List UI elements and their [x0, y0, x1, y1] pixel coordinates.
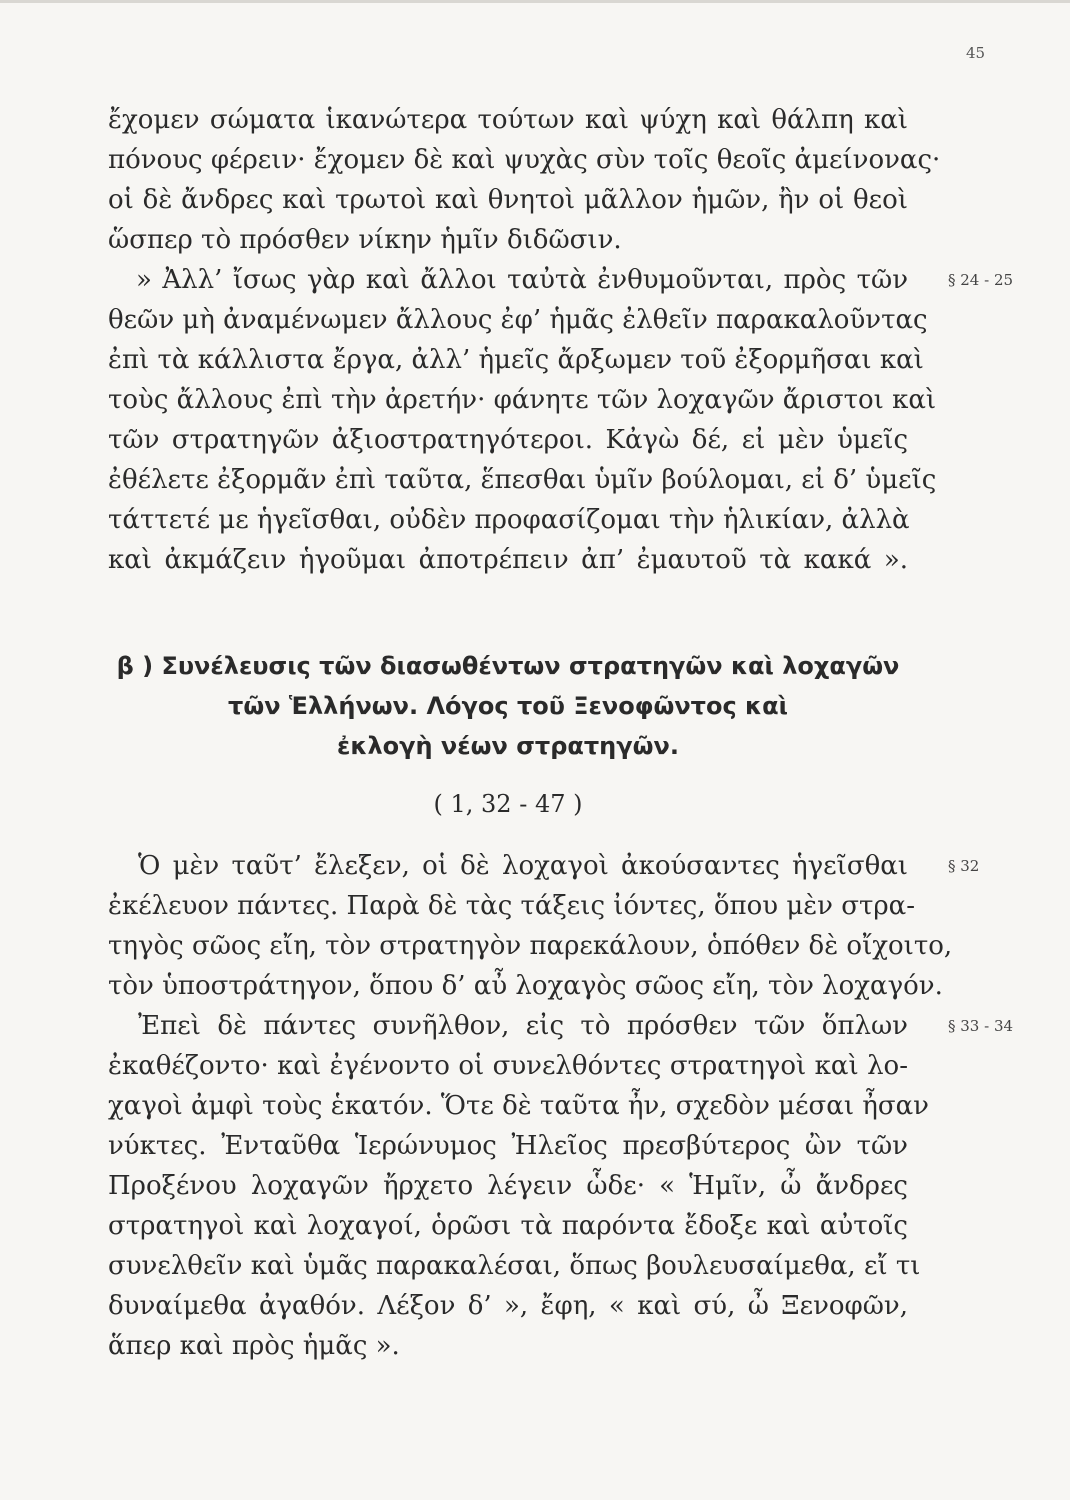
margin-reference: § 24 - 25 — [948, 271, 1014, 289]
margin-reference: § 33 - 34 — [948, 1017, 1014, 1035]
text-line: τηγὸς σῶος εἴη, τὸν στρατηγὸν παρεκάλουν, ὁπόθεν δὲ οἴχοιτο, — [108, 931, 953, 961]
text-line: οἱ δὲ ἄνδρες καὶ τρωτοὶ καὶ θνητοὶ μᾶλλον ἡμῶν, ἢν οἱ θεοὶ — [108, 185, 908, 215]
text-line: χαγοὶ ἀμφὶ τοὺς ἑκατόν. Ὅτε δὲ ταῦτα ἦν, σχεδὸν μέσαι ἦσαν — [108, 1091, 929, 1121]
text-line: ὥσπερ τὸ πρόσθεν νίκην ἡμῖν διδῶσιν. — [108, 225, 622, 255]
text-line: τὸν ὑποστράτηγον, ὅπου δ’ αὖ λοχαγὸς σῶος εἴη, τὸν λοχαγόν. — [108, 971, 943, 1001]
text-line: » Ἀλλ’ ἴσως γὰρ καὶ ἄλλοι ταὐτὰ ἐνθυμοῦνται, πρὸς τῶν — [136, 265, 908, 295]
top-edge-rule — [0, 0, 1070, 3]
section-citation: ( 1, 32 - 47 ) — [433, 790, 583, 818]
section-heading-line: τῶν Ἑλλήνων. Λόγος τοῦ Ξενοφῶντος καὶ — [228, 692, 788, 720]
text-line: καὶ ἀκμάζειν ἡγοῦμαι ἀποτρέπειν ἀπ’ ἐμαυτοῦ τὰ κακά ». — [108, 545, 908, 575]
text-line: Ἐπεὶ δὲ πάντες συνῆλθον, εἰς τὸ πρόσθεν τῶν ὅπλων — [138, 1011, 908, 1041]
text-line: νύκτες. Ἐνταῦθα Ἱερώνυμος Ἠλεῖος πρεσβύτερος ὢν τῶν — [108, 1131, 908, 1161]
text-line: τῶν στρατηγῶν ἀξιοστρατηγότεροι. Κἀγὼ δέ, εἰ μὲν ὑμεῖς — [108, 425, 908, 455]
page-number: 45 — [966, 44, 986, 62]
margin-reference: § 32 — [948, 857, 980, 875]
text-line: συνελθεῖν καὶ ὑμᾶς παρακαλέσαι, ὅπως βουλευσαίμεθα, εἴ τι — [108, 1251, 921, 1281]
text-line: ἐκέλευον πάντες. Παρὰ δὲ τὰς τάξεις ἰόντες, ὅπου μὲν στρα- — [108, 891, 916, 921]
text-line: τάττετέ με ἡγεῖσθαι, οὐδὲν προφασίζομαι τὴν ἡλικίαν, ἀλλὰ — [108, 505, 910, 535]
text-line: ἐπὶ τὰ κάλλιστα ἔργα, ἀλλ’ ἡμεῖς ἄρξωμεν τοῦ ἐξορμῆσαι καὶ — [108, 345, 924, 375]
text-line: στρατηγοὶ καὶ λοχαγοί, ὁρῶσι τὰ παρόντα ἔδοξε καὶ αὐτοῖς — [108, 1211, 908, 1241]
text-line: ἐκαθέζοντο· καὶ ἐγένοντο οἱ συνελθόντες στρατηγοὶ καὶ λο- — [108, 1051, 908, 1081]
text-line: ἐθέλετε ἐξορμᾶν ἐπὶ ταῦτα, ἕπεσθαι ὑμῖν βούλομαι, εἰ δ’ ὑμεῖς — [108, 465, 937, 495]
text-line: θεῶν μὴ ἀναμένωμεν ἄλλους ἐφ’ ἡμᾶς ἐλθεῖν παρακαλοῦντας — [108, 305, 928, 335]
text-line: τοὺς ἄλλους ἐπὶ τὴν ἀρετήν· φάνητε τῶν λοχαγῶν ἄριστοι καὶ — [108, 385, 937, 415]
text-line: Προξένου λοχαγῶν ἤρχετο λέγειν ὧδε· « Ἡμῖν, ὦ ἄνδρες — [108, 1171, 908, 1201]
section-heading-line: ἐκλογὴ νέων στρατηγῶν. — [337, 732, 679, 760]
section-heading-line: β ) Συνέλευσις τῶν διασωθέντων στρατηγῶν καὶ λοχαγῶν — [116, 652, 900, 680]
text-line: ἔχομεν σώματα ἱκανώτερα τούτων καὶ ψύχη καὶ θάλπη καὶ — [108, 105, 908, 135]
text-line: ἅπερ καὶ πρὸς ἡμᾶς ». — [108, 1331, 400, 1361]
text-line: δυναίμεθα ἀγαθόν. Λέξον δ’ », ἔφη, « καὶ σύ, ὦ Ξενοφῶν, — [108, 1291, 908, 1321]
text-line: πόνους φέρειν· ἔχομεν δὲ καὶ ψυχὰς σὺν τοῖς θεοῖς ἀμείνονας· — [108, 145, 941, 175]
text-line: Ὁ μὲν ταῦτ’ ἔλεξεν, οἱ δὲ λοχαγοὶ ἀκούσαντες ἡγεῖσθαι — [138, 851, 908, 881]
